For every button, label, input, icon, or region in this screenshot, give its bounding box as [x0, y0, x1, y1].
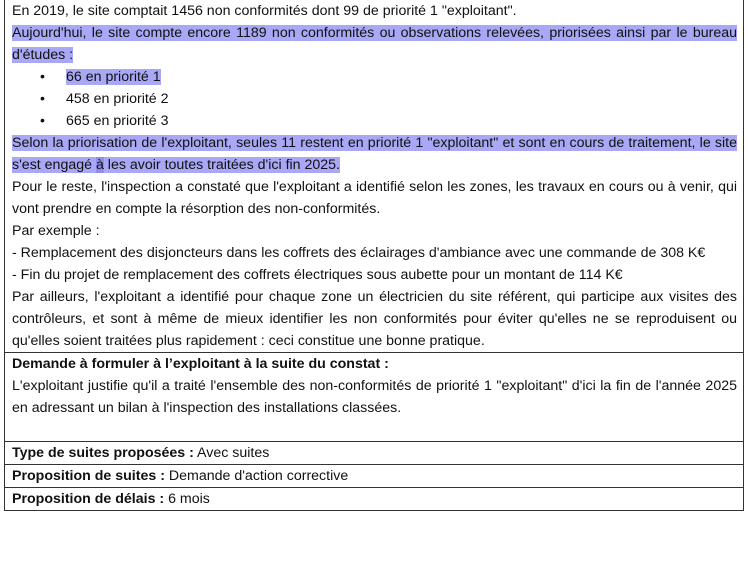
- type-label: Type de suites proposées :: [12, 445, 194, 461]
- list-item: • 665 en priorité 3: [40, 110, 737, 132]
- priority-1-highlight: 66 en priorité 1: [66, 69, 161, 85]
- elsewhere-paragraph: Par ailleurs, l'exploitant a identifié pour chaque zone un électricien du site référent, qui participe aux visites des contrôleurs, et sont à même de mieux identifier les non conformités pour éviter qu'elles ne se reproduisent ou qu'elles soient traitées plus rapidement : ceci constitue une bonne pratique.: [12, 289, 737, 349]
- type-value: Avec suites: [193, 445, 270, 461]
- followup-type-cell: [5, 441, 743, 464]
- request-heading: Demande à formuler à l’exploitant à la suite du constat :: [12, 356, 389, 372]
- list-item: • 458 en priorité 2: [40, 88, 737, 110]
- operator-paragraph: [12, 132, 737, 176]
- intro-paragraph: En 2019, le site comptait 1456 non conformités dont 99 de priorité 1 "exploitant".: [12, 3, 517, 19]
- operator-highlight-b: à: [95, 157, 104, 173]
- inspection-report-frame: [4, 0, 744, 511]
- followup-proposal-cell: [5, 464, 743, 487]
- list-item: [40, 66, 737, 88]
- delay-label: Proposition de délais :: [12, 491, 165, 507]
- findings-cell: [5, 0, 743, 352]
- rest-paragraph: Pour le reste, l'inspection a constaté que l'exploitant a identifié selon les zones, les travaux en cours ou à venir, qui vont prendre en compte la résorption des non-conformités.: [12, 179, 737, 217]
- example-label: Par exemple :: [12, 223, 100, 239]
- operator-highlight-c: les avoir toutes traitées d'ici fin 2025.: [103, 157, 340, 173]
- request-cell: [5, 352, 743, 441]
- followup-delay-cell: [5, 487, 743, 511]
- example-2: - Fin du projet de remplacement des coffrets électriques sous aubette pour un montant de 114 K€: [12, 267, 623, 283]
- example-1: - Remplacement des disjoncteurs dans les coffrets des éclairages d'ambiance avec une commande de 308 K€: [12, 245, 706, 261]
- today-highlight: Aujourd'hui, le site compte encore 1189 non conformités ou observations relevées, priorisées ainsi par le bureau d'études :: [12, 25, 737, 63]
- today-paragraph: [12, 22, 737, 66]
- proposal-value: Demande d'action corrective: [164, 468, 349, 484]
- request-text: L'exploitant justifie qu'il a traité l'ensemble des non-conformités de priorité 1 "exploitant" d'ici la fin de l'année 2025 en adressant un bilan à l'inspection des installations classées.: [12, 378, 737, 416]
- priority-list: [12, 66, 737, 132]
- proposal-label: Proposition de suites :: [12, 468, 165, 484]
- delay-value: 6 mois: [164, 491, 210, 507]
- operator-highlight-a: Selon la priorisation de l'exploitant, seules 11 restent en priorité 1 "exploitant" et sont en cours de traitement, le site s'est engagé: [12, 135, 737, 173]
